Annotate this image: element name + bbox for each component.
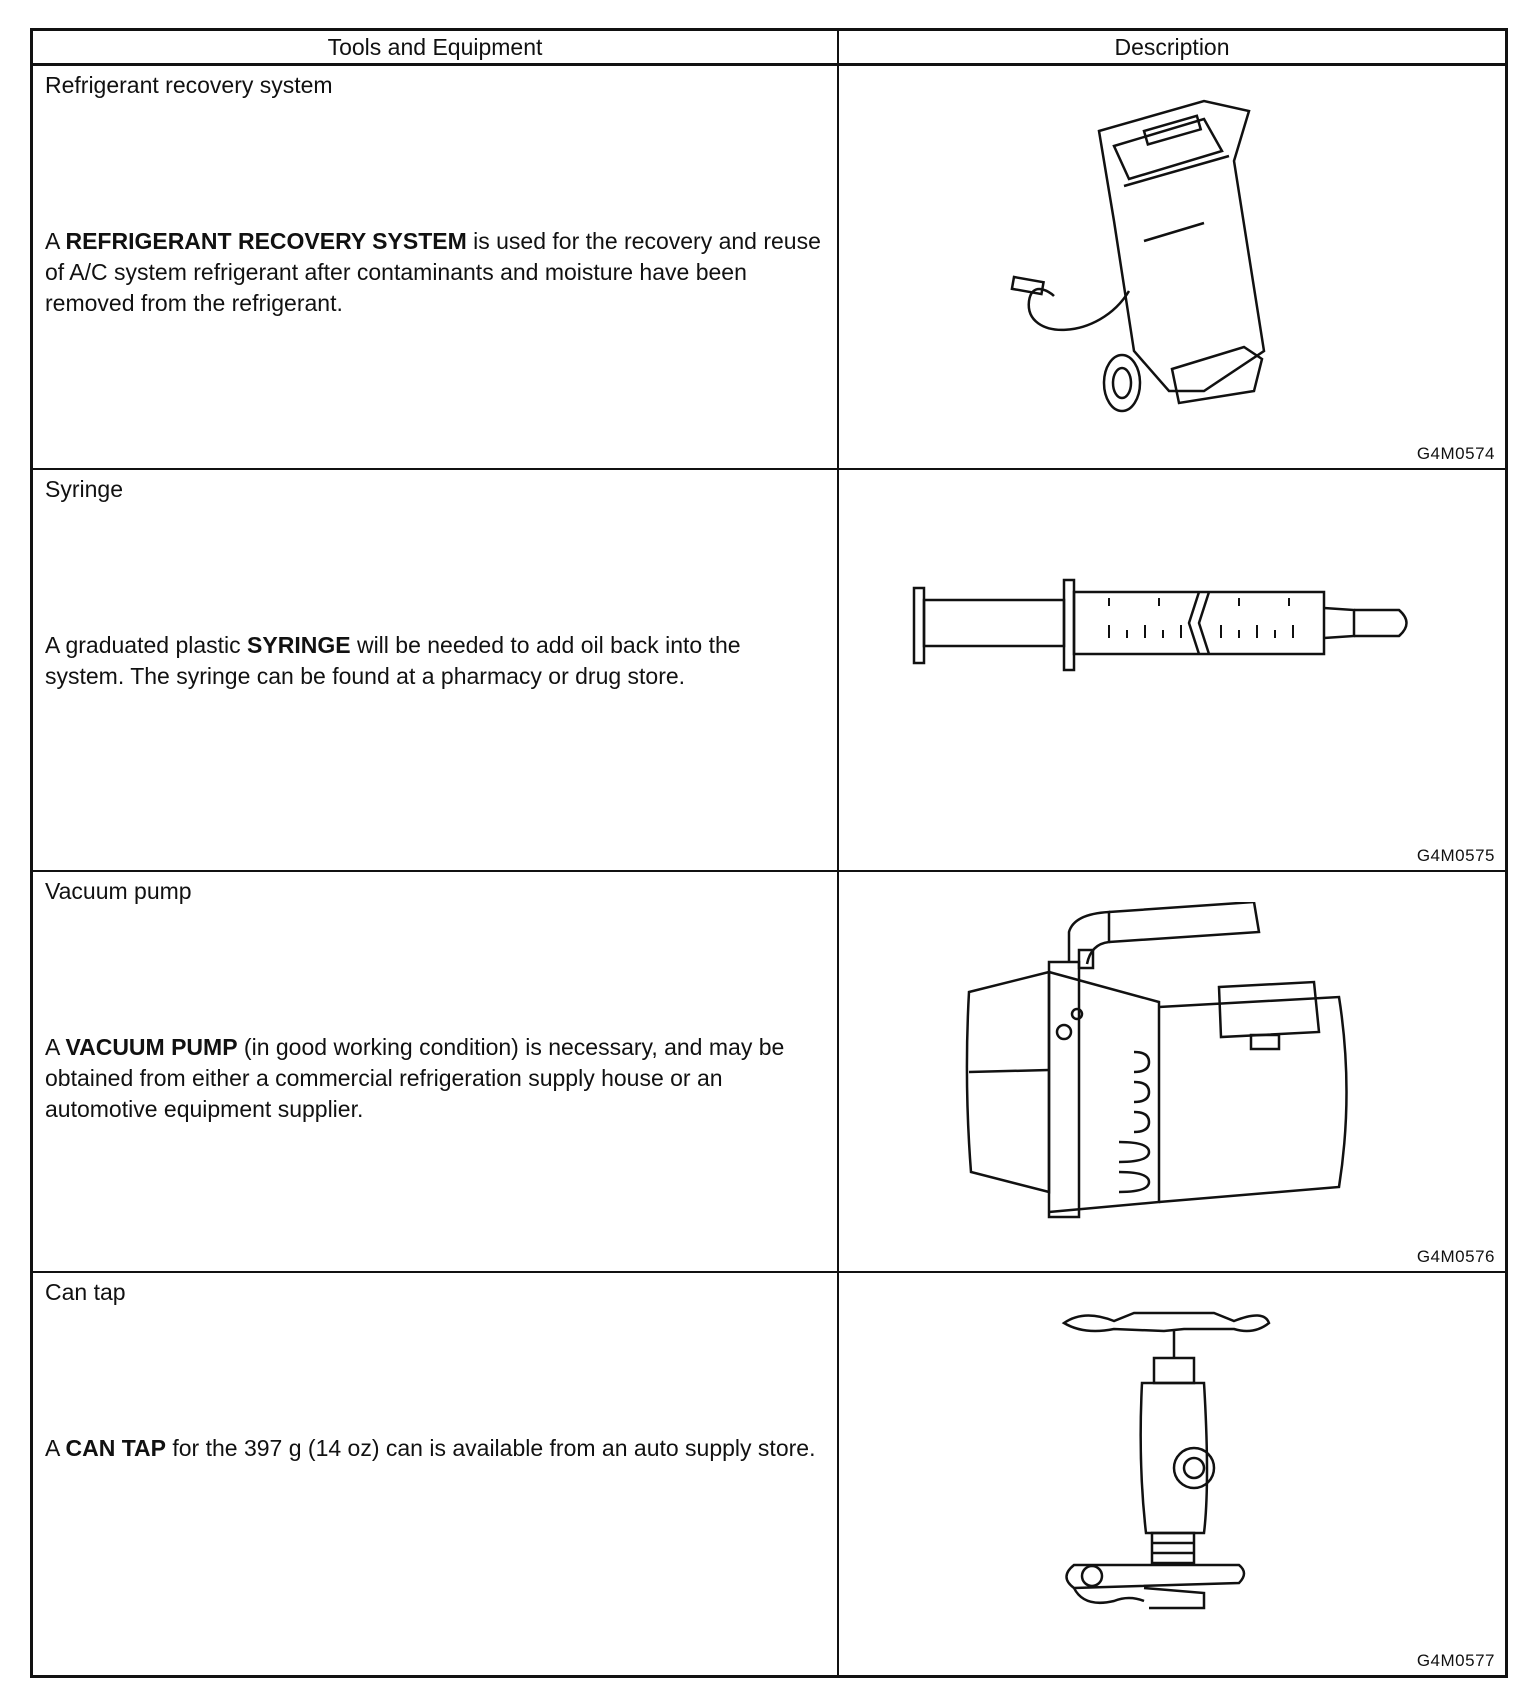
- table-row-vacuum-pump: [33, 872, 1505, 1273]
- tool-cell: [33, 872, 839, 1271]
- tool-description-text: A: [45, 1435, 66, 1461]
- tool-description-bold: VACUUM PUMP: [65, 1034, 238, 1060]
- figure-code: G4M0576: [1416, 1247, 1495, 1266]
- tool-description-text: A graduated plastic: [45, 632, 248, 658]
- tool-description-text: A: [45, 1034, 66, 1060]
- tool-description-bold: CAN TAP: [65, 1435, 166, 1461]
- header-description: Description: [839, 31, 1505, 66]
- tool-description: [45, 226, 825, 319]
- table-row-syringe: [33, 470, 1505, 872]
- figure-cell: [839, 1273, 1505, 1675]
- syringe-icon: [839, 470, 1505, 870]
- table-row-refrigerant-recovery-system: [33, 66, 1505, 470]
- tool-name: Vacuum pump: [45, 878, 192, 904]
- figure-cell: [839, 872, 1505, 1271]
- tool-description: [45, 630, 825, 692]
- vacuum-pump-icon: [839, 872, 1505, 1271]
- tool-description-text: is used for the recovery and reuse of A/C system refrigerant after contaminants and moisture have been removed from the refrigerant.: [45, 228, 821, 316]
- tool-name: Can tap: [45, 1279, 126, 1305]
- tool-description-text: A: [45, 228, 66, 254]
- tools-table: [30, 28, 1508, 1678]
- tool-description-bold: REFRIGERANT RECOVERY SYSTEM: [65, 228, 467, 254]
- tool-cell: [33, 470, 839, 870]
- tool-description-text: will be needed to add oil back into the system. The syringe can be found at a pharmacy or drug store.: [45, 632, 741, 689]
- tool-description-bold: SYRINGE: [247, 632, 351, 658]
- figure-cell: [839, 470, 1505, 870]
- tool-name: Syringe: [45, 476, 123, 502]
- tool-name: Refrigerant recovery system: [45, 72, 333, 98]
- can-tap-icon: [839, 1273, 1505, 1675]
- tool-cell: [33, 66, 839, 468]
- tool-description: [45, 1032, 825, 1125]
- figure-code: G4M0574: [1416, 444, 1495, 463]
- refrigerant-recovery-machine-icon: [839, 66, 1505, 468]
- tool-description-text: (in good working condition) is necessary, and may be obtained from either a commercial refrigeration supply house or an automotive equipment supplier.: [45, 1034, 785, 1122]
- figure-code: G4M0575: [1416, 846, 1495, 865]
- tool-description-text: for the 397 g (14 oz) can is available from an auto supply store.: [165, 1435, 816, 1461]
- figure-code: G4M0577: [1416, 1651, 1495, 1670]
- table-row-can-tap: [33, 1273, 1505, 1675]
- figure-cell: [839, 66, 1505, 468]
- header-tools-and-equipment: Tools and Equipment: [33, 31, 839, 66]
- tool-cell: [33, 1273, 839, 1675]
- tool-description: [45, 1433, 825, 1464]
